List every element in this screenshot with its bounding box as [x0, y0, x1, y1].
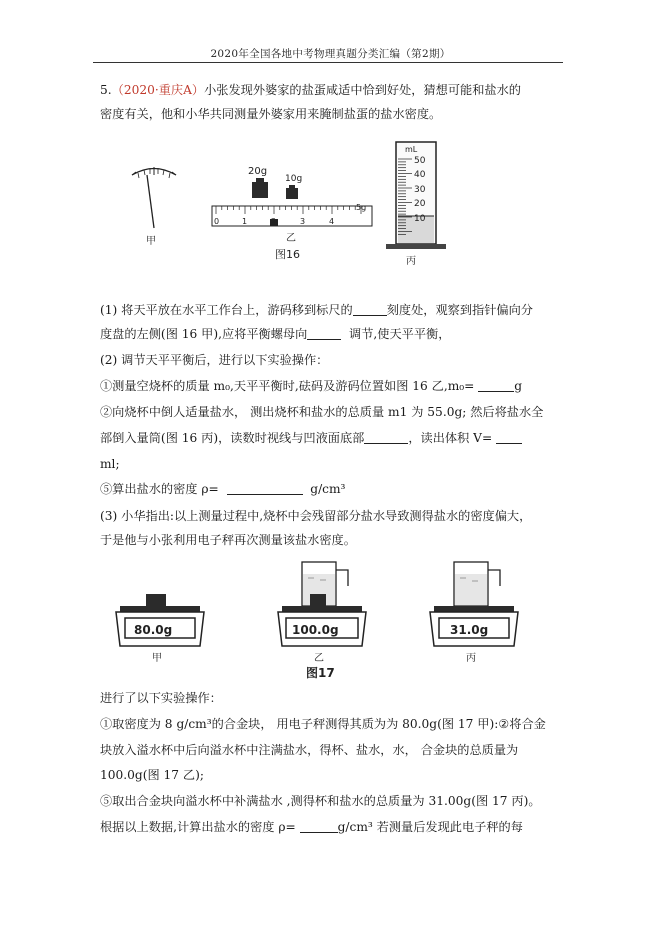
weight-10g-label: 10g — [285, 174, 303, 184]
part1-text-1a: (1) 将天平放在水平工作台上，游码移到标尺的 — [100, 303, 353, 317]
fig17-label-b: 乙 — [314, 653, 324, 664]
scale-c-reading: 31.0g — [450, 623, 489, 637]
part3-line-1: (3) 小华指出:以上测量过程中,烧杯中会残留部分盐水导致测得盐水的密度偏大， — [100, 509, 532, 523]
weight-10g — [286, 188, 298, 199]
part4-text-5b: g/cm³ 若测量后发现此电子秤的每 — [337, 820, 523, 834]
stem-text-1: 小张发现外婆家的盐蛋咸适中恰到好处，猜想可能和盐水的 — [204, 83, 521, 97]
scale-b-reading: 100.0g — [292, 623, 339, 637]
part4-line-4: ⑤取出合金块向溢水杯中补满盐水 ,测得杯和盐水的总质量为 31.00g(图 17 丙)。 — [100, 794, 541, 808]
blank-sightline[interactable] — [364, 431, 408, 444]
cylinder-tick-10: 10 — [414, 214, 426, 224]
blank-scale-mark[interactable] — [353, 303, 387, 316]
question-source: （2020·重庆A） — [111, 83, 205, 97]
part2-step3-unit: g/cm³ — [310, 482, 346, 496]
part1-line-1 — [100, 302, 570, 318]
ruler-tick-label-4: 4 — [329, 217, 335, 226]
part2-step3-text: ⑤算出盐水的密度 ρ= — [100, 482, 219, 496]
figure-17 — [110, 556, 520, 682]
part2-step-2-line-1: ②向烧杯中倒人适量盐水， 测出烧杯和盐水的总质量 m1 为 55.0g; 然后将盐水全 — [100, 405, 544, 419]
weight-20g-label: 20g — [248, 166, 268, 177]
part4-line-2: 块放入溢水杯中后向溢水杯中注满盐水，得杯、盐水，水， 合金块的总质量为 — [100, 743, 519, 757]
blank-nut-direction[interactable] — [307, 327, 341, 340]
weight-20g — [252, 182, 268, 198]
figure-16 — [120, 140, 470, 268]
scale-a-reading: 80.0g — [134, 623, 173, 637]
part2-step-3 — [100, 481, 570, 497]
part2-step1-text: ①测量空烧杯的质量 m₀,天平平衡时,砝码及游码位置如图 16 乙,m₀= — [100, 379, 475, 393]
part2-step-2-line-2 — [100, 430, 570, 446]
balance-pointer — [147, 175, 154, 228]
part4-line-1: ①取密度为 8 g/cm³的合金块， 用电子秤测得其质为为 80.0g(图 17 甲):②将合金 — [100, 717, 546, 731]
scale-a — [116, 594, 204, 664]
ruler-tick-label-1: 1 — [242, 217, 248, 226]
part2-step-2-line-3: ml; — [100, 457, 120, 471]
fig16-label-a: 甲 — [146, 236, 156, 247]
part4-line-5 — [100, 819, 570, 835]
ruler-tick-label-3: 3 — [300, 217, 306, 226]
part1-text-2b: 调节,使天平平衡， — [349, 327, 451, 341]
cylinder-unit: mL — [405, 145, 418, 154]
scale-c — [430, 562, 518, 664]
page-header: 2020年全国各地中考物理真题分类汇编（第2期） — [210, 48, 451, 60]
fig16-caption: 图16 — [275, 248, 300, 261]
part1-line-2 — [100, 326, 570, 342]
ruler-tick-label-5: 5g — [356, 203, 367, 212]
fig17-label-a: 甲 — [152, 653, 162, 664]
part4-text-5a: 根据以上数据,计算出盐水的密度 ρ= — [100, 820, 296, 834]
part2-step-1 — [100, 378, 570, 394]
balance-pointer-dial — [132, 167, 176, 247]
part2-step2-text-b: 部倒入量筒(图 16 丙)，读数时视线与凹液面底部 — [100, 431, 365, 445]
fig17-caption: 图17 — [306, 666, 335, 680]
header-divider — [93, 62, 563, 63]
cylinder-tick-50: 50 — [414, 156, 426, 166]
part2-step2-text-c: ，读出体积 V= — [408, 431, 493, 445]
part1-text-1b: 刻度处，观察到指针偏向分 — [386, 303, 533, 317]
cylinder-tick-20: 20 — [414, 199, 426, 209]
cylinder-tick-40: 40 — [414, 170, 426, 180]
fig16-label-b: 乙 — [286, 233, 296, 244]
balance-beam-ruler — [212, 166, 372, 244]
blank-volume[interactable] — [496, 431, 522, 444]
scale-b — [278, 562, 366, 680]
part4-intro: 进行了以下实验操作： — [100, 691, 222, 705]
part2-intro: (2) 调节天平平衡后，进行以下实验操作： — [100, 353, 329, 367]
fig16-label-c: 丙 — [406, 256, 416, 267]
blank-density-2[interactable] — [300, 820, 338, 833]
part3-line-2: 于是他与小张利用电子秤再次测量该盐水密度。 — [100, 533, 356, 547]
fig17-label-c: 丙 — [466, 653, 476, 664]
graduated-cylinder — [386, 142, 446, 267]
part2-step1-unit: g — [514, 379, 523, 393]
part4-line-3: 100.0g(图 17 乙); — [100, 768, 204, 782]
ruler-tick-label-2: 2 — [271, 217, 277, 226]
blank-m0[interactable] — [478, 379, 514, 392]
question-stem-line-2: 密度有关，他和小华共同测量外婆家用来腌制盐蛋的盐水密度。 — [100, 107, 442, 121]
part1-text-2a: 度盘的左侧(图 16 甲),应将平衡螺母向 — [100, 327, 308, 341]
alloy-block — [310, 594, 326, 606]
question-number: 5. — [100, 83, 112, 97]
ruler-tick-label-0: 0 — [214, 217, 220, 226]
blank-density-1[interactable] — [227, 482, 303, 495]
cylinder-tick-30: 30 — [414, 185, 426, 195]
question-stem-line-1 — [100, 82, 570, 98]
